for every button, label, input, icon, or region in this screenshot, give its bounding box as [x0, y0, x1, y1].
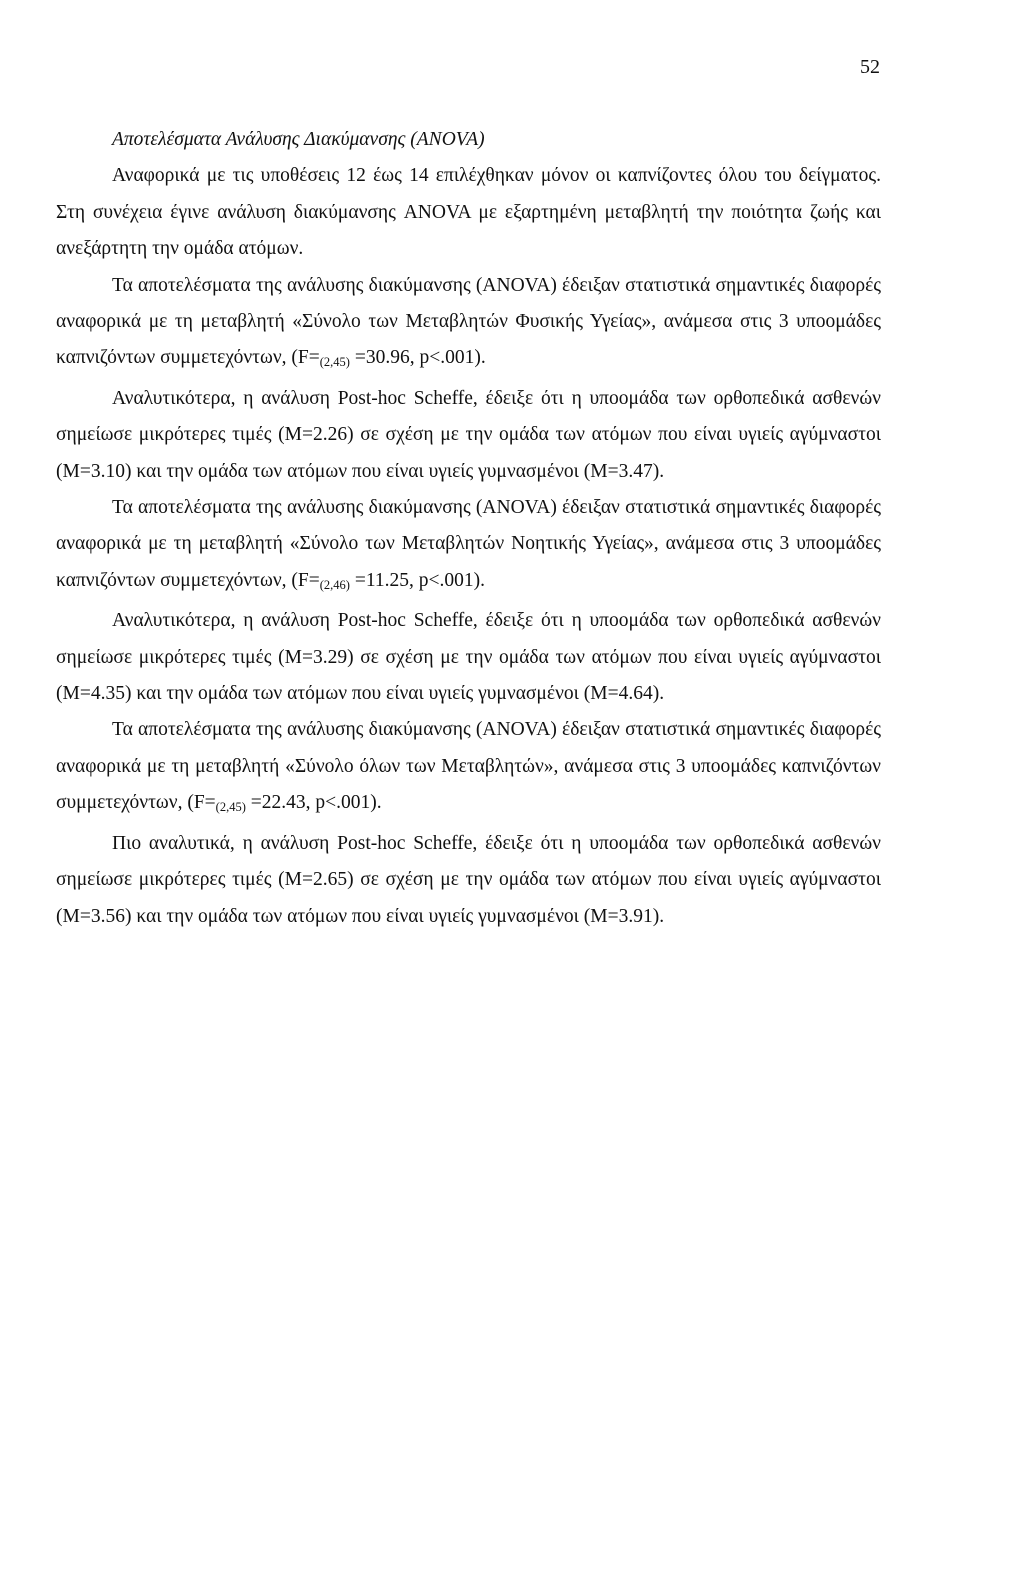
paragraph-text: =22.43, p<.001). [245, 792, 382, 814]
degrees-of-freedom: (2,46) [319, 577, 350, 592]
paragraph-posthoc-total: Πιο αναλυτικά, η ανάλυση Post-hoc Scheffe, έδειξε ότι η υποομάδα των ορθοπεδικά ασθενών σημείωσε μικρότερες τιμές (M=2.65) σε σχέση με την ομάδα των ατόμων που είναι υγιείς αγύμναστοι (M=3.56) και την ομάδα των ατόμων που είναι υγιείς γυμνασμένοι (M=3.91). [56, 832, 881, 927]
paragraph-text: =30.96, p<.001). [349, 347, 486, 369]
paragraph-anova-total [56, 712, 881, 825]
degrees-of-freedom: (2,45) [215, 800, 246, 815]
paragraph-posthoc-physical: Αναλυτικότερα, η ανάλυση Post-hoc Scheffe, έδειξε ότι η υποομάδα των ορθοπεδικά ασθενών σημείωσε μικρότερες τιμές (M=2.26) σε σχέση με την ομάδα των ατόμων που είναι υγιείς αγύμναστοι (M=3.10) και την ομάδα των ατόμων που είναι υγιείς γυμνασμένοι (M=3.47). [56, 387, 881, 482]
paragraph-text: Τα αποτελέσματα της ανάλυσης διακύμανσης (ANOVA) έδειξαν στατιστικά σημαντικές διαφορές αναφορικά με τη μεταβλητή «Σύνολο των Μεταβλητών Φυσικής Υγείας», ανάμεσα στις 3 υποομάδες καπνιζόντων συμμετεχόντων, (F= [56, 274, 881, 369]
section-heading: Αποτελέσματα Ανάλυσης Διακύμανσης (ANOVA) [112, 129, 485, 150]
page-number: 52 [860, 56, 880, 78]
paragraph-anova-mental [56, 490, 881, 603]
page-content [56, 122, 881, 935]
paragraph-text: Τα αποτελέσματα της ανάλυσης διακύμανσης (ANOVA) έδειξαν στατιστικά σημαντικές διαφορές αναφορικά με τη μεταβλητή «Σύνολο όλων των Μεταβλητών», ανάμεσα στις 3 υποομάδες καπνιζόντων συμμετεχόντων, (F= [56, 719, 881, 814]
paragraph-text: =11.25, p<.001). [349, 569, 485, 591]
paragraph-text: Τα αποτελέσματα της ανάλυσης διακύμανσης (ANOVA) έδειξαν στατιστικά σημαντικές διαφορές αναφορικά με τη μεταβλητή «Σύνολο των Μεταβλητών Νοητικής Υγείας», ανάμεσα στις 3 υποομάδες καπνιζόντων συμμετεχόντων, (F= [56, 497, 881, 591]
degrees-of-freedom: (2,45) [319, 355, 350, 370]
paragraph-posthoc-mental: Αναλυτικότερα, η ανάλυση Post-hoc Scheffe, έδειξε ότι η υποομάδα των ορθοπεδικά ασθενών σημείωσε μικρότερες τιμές (M=3.29) σε σχέση με την ομάδα των ατόμων που είναι υγιείς αγύμναστοι (M=4.35) και την ομάδα των ατόμων που είναι υγιείς γυμνασμένοι (M=4.64). [56, 610, 881, 705]
paragraph-intro: Αναφορικά με τις υποθέσεις 12 έως 14 επιλέχθηκαν μόνον οι καπνίζοντες όλου του δείγματος. Στη συνέχεια έγινε ανάλυση διακύμανσης ANOVA με εξαρτημένη μεταβλητή την ποιότητα ζωής και ανεξάρτητη την ομάδα ατόμων. [56, 165, 881, 260]
paragraph-anova-physical [56, 268, 881, 381]
